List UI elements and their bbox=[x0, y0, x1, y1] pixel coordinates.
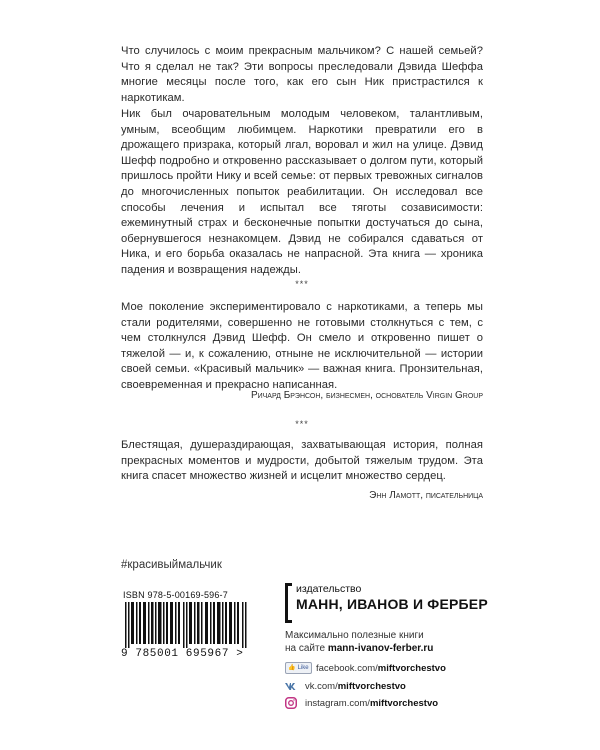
facebook-prefix: facebook.com/ bbox=[316, 662, 378, 674]
isbn-label: ISBN 978-5-00169-596-7 bbox=[123, 590, 228, 600]
description-block bbox=[121, 44, 483, 106]
social-facebook[interactable] bbox=[285, 661, 446, 675]
publisher-tagline bbox=[285, 629, 433, 655]
instagram-icon bbox=[285, 697, 297, 709]
vk-icon bbox=[285, 681, 297, 691]
quote-1-text: Мое поколение экспериментировало с наркотиками, а теперь мы стали родителями, совершенно не готовыми столкнуться с тем, с чем столкнулся Дэвид Шефф. Он смело и откровенно пишет о тяжелой — и, к сожалению, отныне не исключительной — истории своей семьи. «Красивый мальчик» — важная книга. Пронзительная, своевременная и прекрасно написанная. bbox=[121, 301, 483, 391]
publisher-site-link[interactable]: mann-ivanov-ferber.ru bbox=[327, 643, 434, 654]
barcode bbox=[121, 590, 257, 660]
hashtag: #красивыймальчик bbox=[121, 559, 222, 571]
social-instagram[interactable] bbox=[285, 696, 438, 710]
facebook-like-icon: 👍 Like bbox=[285, 662, 312, 674]
barcode-bars-icon bbox=[125, 602, 247, 648]
social-vk[interactable] bbox=[285, 679, 406, 693]
instagram-prefix: instagram.com/ bbox=[305, 697, 370, 709]
separator-1: *** bbox=[295, 279, 309, 289]
tagline-line-2 bbox=[285, 642, 433, 655]
publisher-name: МАНН, ИВАНОВ И ФЕРБЕР bbox=[296, 596, 488, 612]
ean-digits: 9 785001 695967 > bbox=[121, 648, 244, 660]
facebook-handle: miftvorchestvo bbox=[377, 662, 446, 674]
quote-1 bbox=[121, 300, 483, 394]
quote-1-author: Ричард Брэнсон, бизнесмен, основатель Virgin Group bbox=[250, 390, 483, 401]
quote-2-text: Блестящая, душераздирающая, захватывающая история, полная прекрасных моментов и мудрости, добытой тяжелым трудом. Эта книга спасет множество жизней и исцелит множество сердец. bbox=[121, 439, 483, 483]
tagline-prefix: на сайте bbox=[285, 643, 328, 654]
instagram-handle: miftvorchestvo bbox=[369, 697, 439, 709]
description-block-2 bbox=[121, 107, 483, 279]
quote-2-author: Энн Ламотт, писательница bbox=[369, 490, 483, 501]
vk-handle: miftvorchestvo bbox=[337, 680, 406, 692]
description-paragraph-2: Ник был очаровательным молодым человеком, талантливым, умным, всеобщим любимцем. Наркотики превратили его в дрожащего призрака, который лгал, воровал и жил на улице. Дэвид Шефф подробно и откровенно рассказывает о долгом пути, который пришлось пройти Нику и всей семье: от первых тревожных сигналов до многочисленных попыток реабилитации. Он исследовал все способы лечения и испытал все тяготы созависимости: ежеминутный страх и бесконечные попытки достучаться до сына, обернувшегося незнакомцем. Дэвид не собирался сдаваться от Ника, и его борьба оказалась не напрасной. Эта книга — хроника падения и возвращения надежды. bbox=[121, 108, 483, 276]
separator-2: *** bbox=[295, 419, 309, 429]
quote-2 bbox=[121, 438, 483, 485]
tagline-line-1: Максимально полезные книги bbox=[285, 630, 424, 641]
publisher-bracket-icon bbox=[285, 583, 292, 623]
facebook-like-badge: Like bbox=[297, 665, 309, 671]
vk-prefix: vk.com/ bbox=[305, 680, 338, 692]
publisher-label: издательство bbox=[296, 583, 362, 595]
description-paragraph-1: Что случилось с моим прекрасным мальчиком? С нашей семьей? Что я сделал не так? Эти вопросы преследовали Дэвида Шеффа многие месяцы после того, как его сын Ник пристрастился к наркотикам. bbox=[121, 45, 483, 104]
